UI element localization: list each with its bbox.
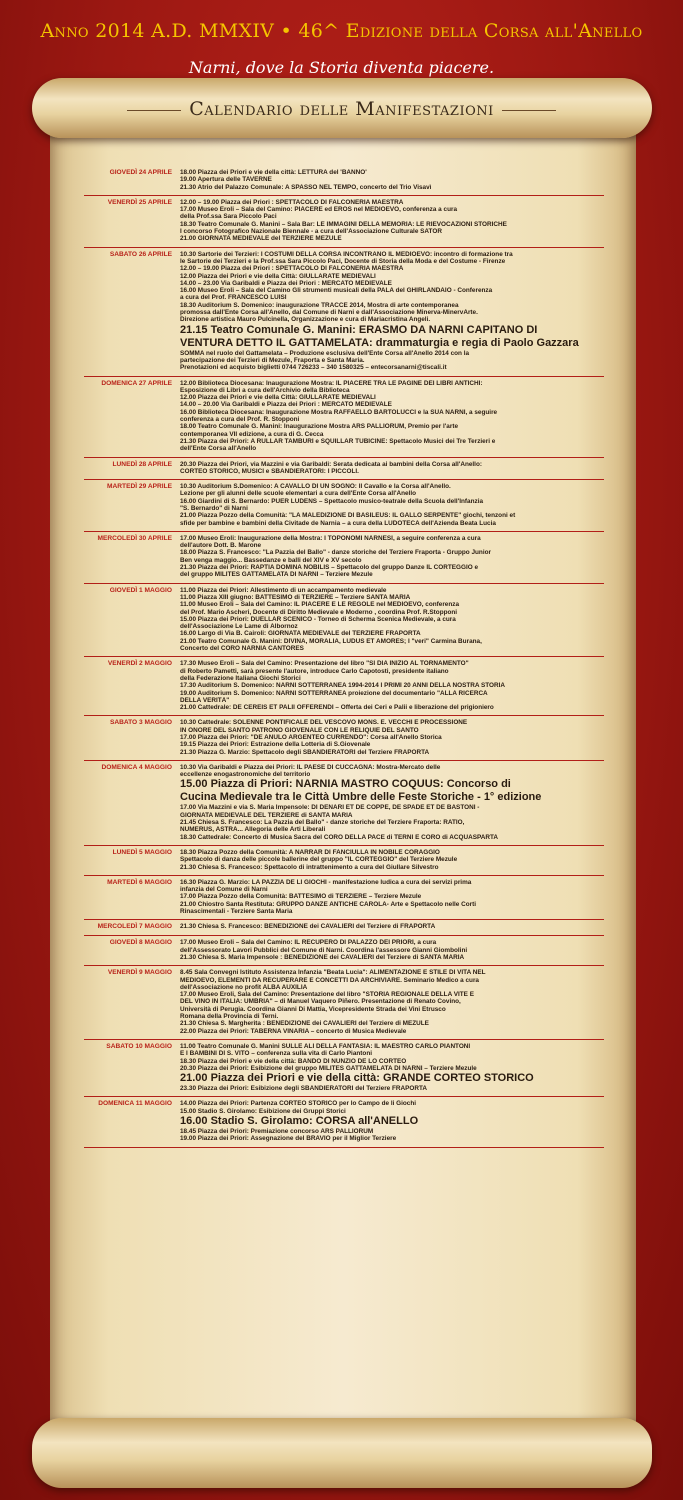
event-line: a cura del Prof. FRANCESCO LUISI bbox=[180, 294, 287, 302]
event-line: dell'autore Dott. B. Marone bbox=[180, 542, 262, 550]
event-lines bbox=[180, 483, 604, 527]
event-line: 18.45 Piazza dei Priori: Premiazione concorso ARS PALLIORUM bbox=[180, 1127, 374, 1135]
event-line: 18.30 Cattedrale: Concerto di Musica Sacra del CORO DELLA PACE di TERNI E CORO di ACQUASPARTA bbox=[180, 833, 499, 841]
event-lines bbox=[180, 719, 604, 755]
event-line: 10.30 Auditorium S.Domenico: A CAVALLO DI UN SOGNO: Il Cavallo e la Corsa all'Anello. bbox=[180, 483, 451, 491]
event-line: Prenotazioni ed acquisto biglietti 0744 726233 – 340 1580325 – entecorsanarni@tiscali.it bbox=[180, 364, 447, 372]
event-line: 11.00 Museo Eroli – Sala del Camino: IL PIACERE E LE REGOLE nel MEDIOEVO, conferenza bbox=[180, 601, 460, 609]
event-line: DELLA VERITÀ" bbox=[180, 696, 230, 704]
event-line: promossa dall'Ente Corsa all'Anello, dal Comune di Narni e dall'Associazione Minerva-MinervArte. bbox=[180, 309, 478, 317]
event-row bbox=[84, 846, 604, 876]
event-line: Romana della Provincia di Terni. bbox=[180, 1013, 279, 1021]
event-line: 17.00 Via Mazzini e via S. Maria Impensole: DI DENARI ET DE COPPE, DE SPADE ET DE BASTONI - bbox=[180, 804, 480, 812]
event-line: 21.00 Cattedrale: DE CEREIS ET PALII OFFERENDI – Offerta dei Ceri e Palii e liberazione del prigioniero bbox=[180, 704, 494, 712]
event-line: 17.30 Auditorium S. Domenico: NARNI SOTTERRANEA 1994-2014 I PRIMI 20 ANNI DELLA NOSTRA STORIA bbox=[180, 682, 506, 690]
event-date: LUNEDÌ 5 MAGGIO bbox=[112, 848, 172, 856]
event-line: 16.00 Giardini di S. Bernardo: PUER LUDENS – Spettacolo musico-teatrale della Scuola dell'Infanzia bbox=[180, 497, 484, 505]
event-line: 21.45 Chiesa S. Francesco: La Pazzia del Ballo" - danze storiche del Terziere Fraporta: RATIO, bbox=[180, 819, 465, 827]
event-highlight-line: 21.15 Teatro Comunale G. Manini: ERASMO DA NARNI CAPITANO DI bbox=[180, 323, 538, 336]
event-lines bbox=[180, 535, 604, 579]
event-line: 21.30 Piazza dei Priori: A RULLAR TAMBURI e SQUILLAR TUBICINE: Spettacolo Musici dei Tre Terzieri e bbox=[180, 437, 496, 445]
event-lines bbox=[180, 1100, 604, 1142]
event-line: 16.00 Biblioteca Diocesana: Inaugurazione Mostra RAFFAELLO BARTOLUCCI e la SUA NARNI, a seguire bbox=[180, 408, 498, 416]
event-date: SABATO 26 APRILE bbox=[109, 250, 172, 258]
event-line: 21.30 Atrio del Palazzo Comunale: A SPASSO NEL TEMPO, concerto del Trio Visavì bbox=[180, 183, 432, 191]
event-row bbox=[84, 458, 604, 481]
event-lines bbox=[180, 939, 604, 961]
event-lines bbox=[180, 1043, 604, 1092]
event-line: 17.00 Museo Eroli – Sala del Camino: PIACERE ed EROS nel MEDIOEVO, conferenza a cura bbox=[180, 206, 458, 214]
event-row bbox=[84, 1097, 604, 1147]
event-date: GIOVEDÌ 1 MAGGIO bbox=[109, 586, 172, 594]
event-line: Spettacolo di danza delle piccole ballerine del gruppo "IL CORTEGGIO" del Terziere Mezule bbox=[180, 856, 458, 864]
event-date: GIOVEDÌ 8 MAGGIO bbox=[109, 939, 172, 947]
event-line: I concorso Fotografico Nazionale Biennale - a cura dell'Associazione Culturale SATOR bbox=[180, 228, 442, 236]
event-date: VENERDÌ 9 MAGGIO bbox=[107, 969, 172, 977]
event-line: 19.00 Auditorium S. Domenico: NARNI SOTTERRANEA proiezione del documentario "ALLA RICERCA bbox=[180, 689, 488, 697]
event-line: della Prof.ssa Sara Piccolo Paci bbox=[180, 213, 277, 221]
calendar-title-text: Calendario delle Manifestazioni bbox=[189, 98, 494, 120]
event-line: 21.30 Piazza dei Priori: RAPTIA DOMINA NOBILIS – Spettacolo del gruppo Danze IL CORTEGGIO e bbox=[180, 564, 479, 572]
event-row bbox=[84, 761, 604, 846]
event-lines bbox=[180, 969, 604, 1035]
event-line: dell'Assessorato Lavori Pubblici del Comune di Narni. Coordina l'assessore Gianni Giombolini bbox=[180, 946, 468, 954]
event-date: VENERDÌ 2 MAGGIO bbox=[107, 660, 172, 668]
event-line: 11.00 Teatro Comunale G. Manini SULLE ALI DELLA FANTASIA: IL MAESTRO CARLO PIANTONI bbox=[180, 1042, 471, 1050]
event-date: DOMENICA 11 MAGGIO bbox=[98, 1100, 172, 1108]
event-line: 12.00 – 19.00 Piazza dei Priori : SPETTACOLO DI FALCONERIA MAESTRA bbox=[180, 265, 404, 273]
event-lines bbox=[180, 923, 604, 931]
page-subtitle: Narni, dove la Storia diventa piacere. bbox=[188, 58, 495, 77]
event-highlight-line: 15.00 Piazza di Priori: NARNIA MASTRO COQUUS: Concorso di bbox=[180, 778, 511, 791]
event-line: Ben venga maggio... Bassedanze e balli del XIV e XV secolo bbox=[180, 556, 362, 564]
event-lines bbox=[180, 849, 604, 871]
event-line: 15.00 Piazza dei Priori: DUELLAR SCENICO - Torneo di Scherma Scenica Medievale, a cura bbox=[180, 615, 456, 623]
event-line: 10.30 Cattedrale: SOLENNE PONTIFICALE DEL VESCOVO MONS. E. VECCHI E PROCESSIONE bbox=[180, 719, 468, 727]
event-date: MERCOLEDÌ 7 MAGGIO bbox=[97, 923, 172, 931]
event-line: 18.00 Piazza dei Priori e vie della città: LETTURA del 'BANNO' bbox=[180, 169, 367, 176]
event-line: 20.30 Piazza dei Priori, via Mazzini e via Garibaldi: Serata dedicata ai bambini della Corsa all'Anello: bbox=[180, 460, 482, 468]
events-list bbox=[84, 166, 604, 1148]
event-date: SABATO 3 MAGGIO bbox=[109, 719, 172, 727]
event-line: 16.00 Museo Eroli – Sala del Camino Gli strumenti musicali della PALA del GHIRLANDAIO - Conferenza bbox=[180, 287, 493, 295]
event-line: 21.30 Chiesa S. Francesco: BENEDIZIONE dei CAVALIERI del Terziere di FRAPORTA bbox=[180, 923, 436, 931]
event-row bbox=[84, 584, 604, 658]
event-highlight-line: Cucina Medievale tra le Città Umbre delle Feste Storiche - 1° edizione bbox=[180, 791, 542, 804]
event-line: GIORNATA MEDIEVALE DEL TERZIERE di SANTA MARIA bbox=[180, 811, 353, 819]
event-line: eccellenze enogastronomiche del territorio bbox=[180, 771, 311, 779]
event-line: 11.00 Piazza dei Priori: Allestimento di un accampamento medievale bbox=[180, 586, 387, 594]
event-line: 12.00 Piazza dei Priori e vie della Città: GIULLARATE MEDIEVALI bbox=[180, 272, 376, 280]
event-line: 14.00 – 20.00 Via Garibaldi e Piazza dei Priori : MERCATO MEDIEVALE bbox=[180, 401, 392, 409]
event-line: della Federazione Italiana Giochi Storici bbox=[180, 674, 301, 682]
event-line: Concerto del CORO NARNIA CANTORES bbox=[180, 645, 304, 653]
event-line: 21.00 Chiostro Santa Restituta: GRUPPO DANZE ANTICHE CAROLA- Arte e Spettacolo nelle Corti bbox=[180, 900, 477, 908]
event-date: LUNEDÌ 28 APRILE bbox=[112, 460, 172, 468]
event-line: DEL VINO IN ITALIA: UMBRIA" – di Manuel Vaquero Piñero. Presentazione di Renato Covino, bbox=[180, 998, 461, 1006]
event-row bbox=[84, 1040, 604, 1097]
event-line: dell'Associazione Le Lame di Albornoz bbox=[180, 623, 298, 631]
event-row bbox=[84, 657, 604, 716]
event-line: 11.00 Piazza XIII giugno: BATTESIMO di TERZIERE – Terziere SANTA MARIA bbox=[180, 593, 411, 601]
title-rule-left bbox=[127, 110, 181, 111]
event-highlight-line: 16.00 Stadio S. Girolamo: CORSA all'ANELLO bbox=[180, 1114, 419, 1127]
event-line: 12.00 Piazza dei Priori e vie della Città: GIULLARATE MEDIEVALI bbox=[180, 394, 376, 402]
event-line: 12.00 Biblioteca Diocesana: Inaugurazione Mostra: IL PIACERE TRA LE PAGINE DEI LIBRI ANTICHI: bbox=[180, 379, 483, 387]
event-lines bbox=[180, 199, 604, 243]
event-line: 8.45 Sala Convegni Istituto Assistenza Infanzia "Beata Lucia": ALIMENTAZIONE E STILE DI VITA NEL bbox=[180, 969, 486, 977]
event-row bbox=[84, 936, 604, 966]
event-line: IN ONORE DEL SANTO PATRONO GIOVENALE CON LE RELIQUIE DEL SANTO bbox=[180, 726, 419, 734]
event-line: sfide per bambine e bambini della Civitade de Narnia – a cura della LUDOTECA dell'Azienda Beata Lucia bbox=[180, 519, 496, 527]
event-line: 19.00 Piazza dei Priori: Assegnazione del BRAVIO per il Miglior Terziere bbox=[180, 1135, 397, 1143]
event-line: Università di Perugia. Coordina Gianni Di Mattia, Vicepresidente Strada dei Vini Etrusco bbox=[180, 1005, 446, 1013]
event-line: le Sartorie dei Terzieri e la Prof.ssa Sara Piccolo Paci, Docente di Storia della Moda e del Costume - Firenze bbox=[180, 257, 506, 265]
event-row bbox=[84, 480, 604, 532]
event-date: MARTEDÌ 29 APRILE bbox=[107, 483, 172, 491]
event-line: 14.00 Piazza dei Priori: Partenza CORTEO STORICO per lo Campo de li Giochi bbox=[180, 1100, 417, 1108]
title-rule-right bbox=[502, 110, 556, 111]
event-line: 16.00 Largo di Via B. Cairoli: GIORNATA MEDIEVALE del TERZIERE FRAPORTA bbox=[180, 630, 421, 638]
event-row bbox=[84, 166, 604, 196]
event-line: 21.00 Teatro Comunale G. Manini: DIVINA, MORALIA, LUDUS ET AMORES; I "veri" Carmina Burana, bbox=[180, 637, 482, 645]
event-line: 17.00 Piazza dei Priori: "DE ANULO ARGENTEO CURRENDO": Corsa all'Anello Storica bbox=[180, 734, 442, 741]
event-row bbox=[84, 920, 604, 936]
event-row bbox=[84, 248, 604, 377]
scroll-bottom-roll bbox=[32, 1418, 652, 1488]
event-line: di Roberto Pametti, sarà presente l'autore, introduce Carlo Capotosti, presidente italiano bbox=[180, 667, 449, 675]
event-line: 17.00 Museo Eroli: Inaugurazione della Mostra: I TOPONOMI NARNESI, a seguire conferenza a cura bbox=[180, 534, 481, 542]
event-line: del Prof. Mario Ascheri, Docente di Diritto Medievale e Moderno , coordina Prof. R.Stopponi bbox=[180, 608, 458, 616]
event-line: 17.00 Museo Eroli – Sala del Camino: IL RECUPERO DI PALAZZO DEI PRIORI, a cura bbox=[180, 939, 437, 947]
event-lines bbox=[180, 660, 604, 711]
event-line: 21.00 GIORNATA MEDIEVALE del TERZIERE MEZULE bbox=[180, 235, 342, 243]
event-line: 10.30 Sartorie dei Terzieri: I COSTUMI DELLA CORSA INCONTRANO IL MEDIOEVO: incontro di formazione tra bbox=[180, 250, 513, 258]
event-date: DOMENICA 4 MAGGIO bbox=[101, 763, 172, 771]
event-line: SOMMA nel ruolo del Gattamelata – Produzione esclusiva dell'Ente Corsa all'Anello 2014 con la bbox=[180, 349, 470, 357]
event-line: del gruppo MILITES GATTAMELATA DI NARNI – Terziere Mezule bbox=[180, 571, 373, 579]
event-line: 18.00 Teatro Comunale G. Manini: Inaugurazione Mostra ARS PALLIORUM, Premio per l'arte bbox=[180, 423, 459, 431]
event-line: Direzione artistica Mauro Pulcinella, Organizzazione e cura di Mariacristina Angeli. bbox=[180, 316, 431, 324]
event-line: MEDIOEVO, ELEMENTI DA RECUPERARE E CONCETTI DA ARCHIVIARE. Seminario Medico a cura bbox=[180, 976, 479, 984]
event-line: 17.00 Piazza Pozzo della Comunità: BATTESIMO di TERZIERE – Terziere Mezule bbox=[180, 893, 422, 901]
event-line: dell'Associazione no profit ALBA AUXILIA bbox=[180, 983, 308, 991]
event-date: MERCOLEDÌ 30 APRILE bbox=[97, 534, 172, 542]
event-line: Lezione per gli alunni delle scuole elementari a cura dell'Ente Corsa all'Anello bbox=[180, 490, 417, 498]
event-line: partecipazione dei Terzieri di Mezule, Fraporta e Santa Maria. bbox=[180, 356, 365, 364]
event-line: conferenza a cura del Prof. R. Stopponi bbox=[180, 416, 300, 424]
event-line: 10.30 Via Garibaldi e Piazza dei Priori: IL PAESE DI CUCCAGNA: Mostra-Mercato delle bbox=[180, 763, 441, 771]
event-date: MARTEDÌ 6 MAGGIO bbox=[107, 878, 172, 886]
event-line: 21.30 Piazza G. Marzio: Spettacolo degli SBANDIERATORI del Terziere FRAPORTA bbox=[180, 748, 430, 756]
event-lines bbox=[180, 461, 604, 476]
event-line: 21.30 Chiesa S. Maria Impensole : BENEDIZIONE dei CAVALIERI del Terziere di SANTA MARIA bbox=[180, 953, 465, 961]
event-row bbox=[84, 876, 604, 920]
event-lines bbox=[180, 879, 604, 915]
event-line: Rinascimentali - Terziere Santa Maria bbox=[180, 908, 293, 916]
event-line: 23.30 Piazza dei Priori: Esibizione degli SBANDIERATORI del Terziere FRAPORTA bbox=[180, 1085, 428, 1093]
event-line: 17.00 Museo Eroli, Sala del Camino: Presentazione del libro "STORIA REGIONALE DELLA VITE E bbox=[180, 991, 474, 999]
event-line: 14.00 – 23.00 Via Garibaldi e Piazza dei Priori : MERCATO MEDIEVALE bbox=[180, 279, 392, 287]
event-line: E I BAMBINI DI S. VITO – conferenza sulla vita di Carlo Piantoni bbox=[180, 1050, 372, 1058]
event-line: 15.00 Stadio S. Girolamo: Esibizione dei Gruppi Storici bbox=[180, 1107, 346, 1115]
event-line: CORTEO STORICO, MUSICI e SBANDIERATORI: I PICCOLI. bbox=[180, 467, 359, 475]
event-line: contemporanea VII edizione, a cura di G. Cecca bbox=[180, 430, 324, 438]
event-row bbox=[84, 532, 604, 584]
event-line: 22.00 Piazza dei Priori: TABERNA VINARIA – concerto di Musica Medievale bbox=[180, 1027, 407, 1035]
event-highlight-line: VENTURA DETTO IL GATTAMELATA: drammaturgia e regia di Paolo Gazzara bbox=[180, 336, 579, 349]
event-line: 12.00 – 19.00 Piazza dei Priori : SPETTACOLO DI FALCONERIA MAESTRA bbox=[180, 198, 404, 206]
event-row bbox=[84, 196, 604, 248]
event-lines bbox=[180, 380, 604, 453]
event-line: infanzia del Comune di Narni bbox=[180, 886, 268, 894]
event-line: 21.30 Chiesa S. Margherita : BENEDIZIONE dei CAVALIERI del Terziere di MEZULE bbox=[180, 1020, 429, 1028]
event-lines bbox=[180, 587, 604, 653]
event-lines bbox=[180, 251, 604, 372]
event-line: 18.30 Piazza Pozzo della Comunità: A NARRAR DI FANCIULLA IN NOBILE CORAGGIO bbox=[180, 848, 440, 856]
event-line: 18.30 Piazza dei Priori e vie della città: BANDO DI NUNZIO DE LO CORTEO bbox=[180, 1057, 407, 1065]
event-line: 21.00 Piazza Pozzo della Comunità: "LA MALEDIZIONE DI BASILEUS: IL GALLO SERPENTE" giochi, tenzoni et bbox=[180, 512, 516, 520]
event-date: VENERDÌ 25 APRILE bbox=[107, 198, 172, 206]
calendar-title bbox=[0, 98, 683, 120]
event-row bbox=[84, 966, 604, 1040]
event-line: 17.30 Museo Eroli – Sala del Camino: Presentazione del libro "SI DIA INIZIO AL TORNAMENTO" bbox=[180, 660, 469, 668]
event-line: 16.30 Piazza G. Marzio: LA PAZZIA DE LI GIOCHI - manifestazione ludica a cura dei servizi prima bbox=[180, 878, 472, 886]
event-line: "S. Bernardo" di Narni bbox=[180, 504, 248, 512]
event-line: 18.00 Piazza S. Francesco: "La Pazzia del Ballo" - danze storiche del Terziere Fraporta - Gruppo Junior bbox=[180, 549, 492, 557]
event-line: NUMERUS, ASTRA... Allegoria delle Arti Liberali bbox=[180, 826, 326, 834]
event-date: DOMENICA 27 APRILE bbox=[101, 379, 172, 387]
event-line: 18.30 Auditorium S. Domenico: inaugurazione TRACCE 2014, Mostra di arte contemporanea bbox=[180, 301, 459, 309]
event-highlight-line: 21.00 Piazza dei Priori e vie della città: GRANDE CORTEO STORICO bbox=[180, 1072, 534, 1085]
page-title: Anno 2014 A.D. MMXIV • 46^ Edizione della Corsa all'Anello bbox=[40, 20, 643, 42]
event-line: 18.30 Teatro Comunale G. Manini – Sala Bar: LE IMMAGINI DELLA MEMORIA: LE RIEVOCAZIONI STORICHE bbox=[180, 220, 507, 228]
event-row bbox=[84, 716, 604, 760]
event-lines bbox=[180, 764, 604, 841]
event-line: Esposizione di Libri a cura dell'Archivio della Biblioteca bbox=[180, 386, 350, 394]
event-line: 21.30 Chiesa S. Francesco: Spettacolo di intrattenimento a cura del Giullare Silvestro bbox=[180, 863, 439, 871]
event-date: SABATO 10 MAGGIO bbox=[106, 1042, 172, 1050]
event-lines bbox=[180, 169, 604, 191]
event-line: 19.15 Piazza dei Priori: Estrazione della Lotteria di S.Giovenale bbox=[180, 741, 371, 749]
event-line: 19.00 Apertura delle TAVERNE bbox=[180, 176, 272, 184]
event-date: GIOVEDÌ 24 APRILE bbox=[109, 169, 172, 176]
event-line: 20.30 Piazza dei Priori: Esibizione del gruppo MILITES GATTAMELATA DI NARNI – Terziere Mezule bbox=[180, 1064, 477, 1072]
event-row bbox=[84, 377, 604, 458]
event-line: dell'Ente Corsa all'Anello bbox=[180, 445, 257, 453]
